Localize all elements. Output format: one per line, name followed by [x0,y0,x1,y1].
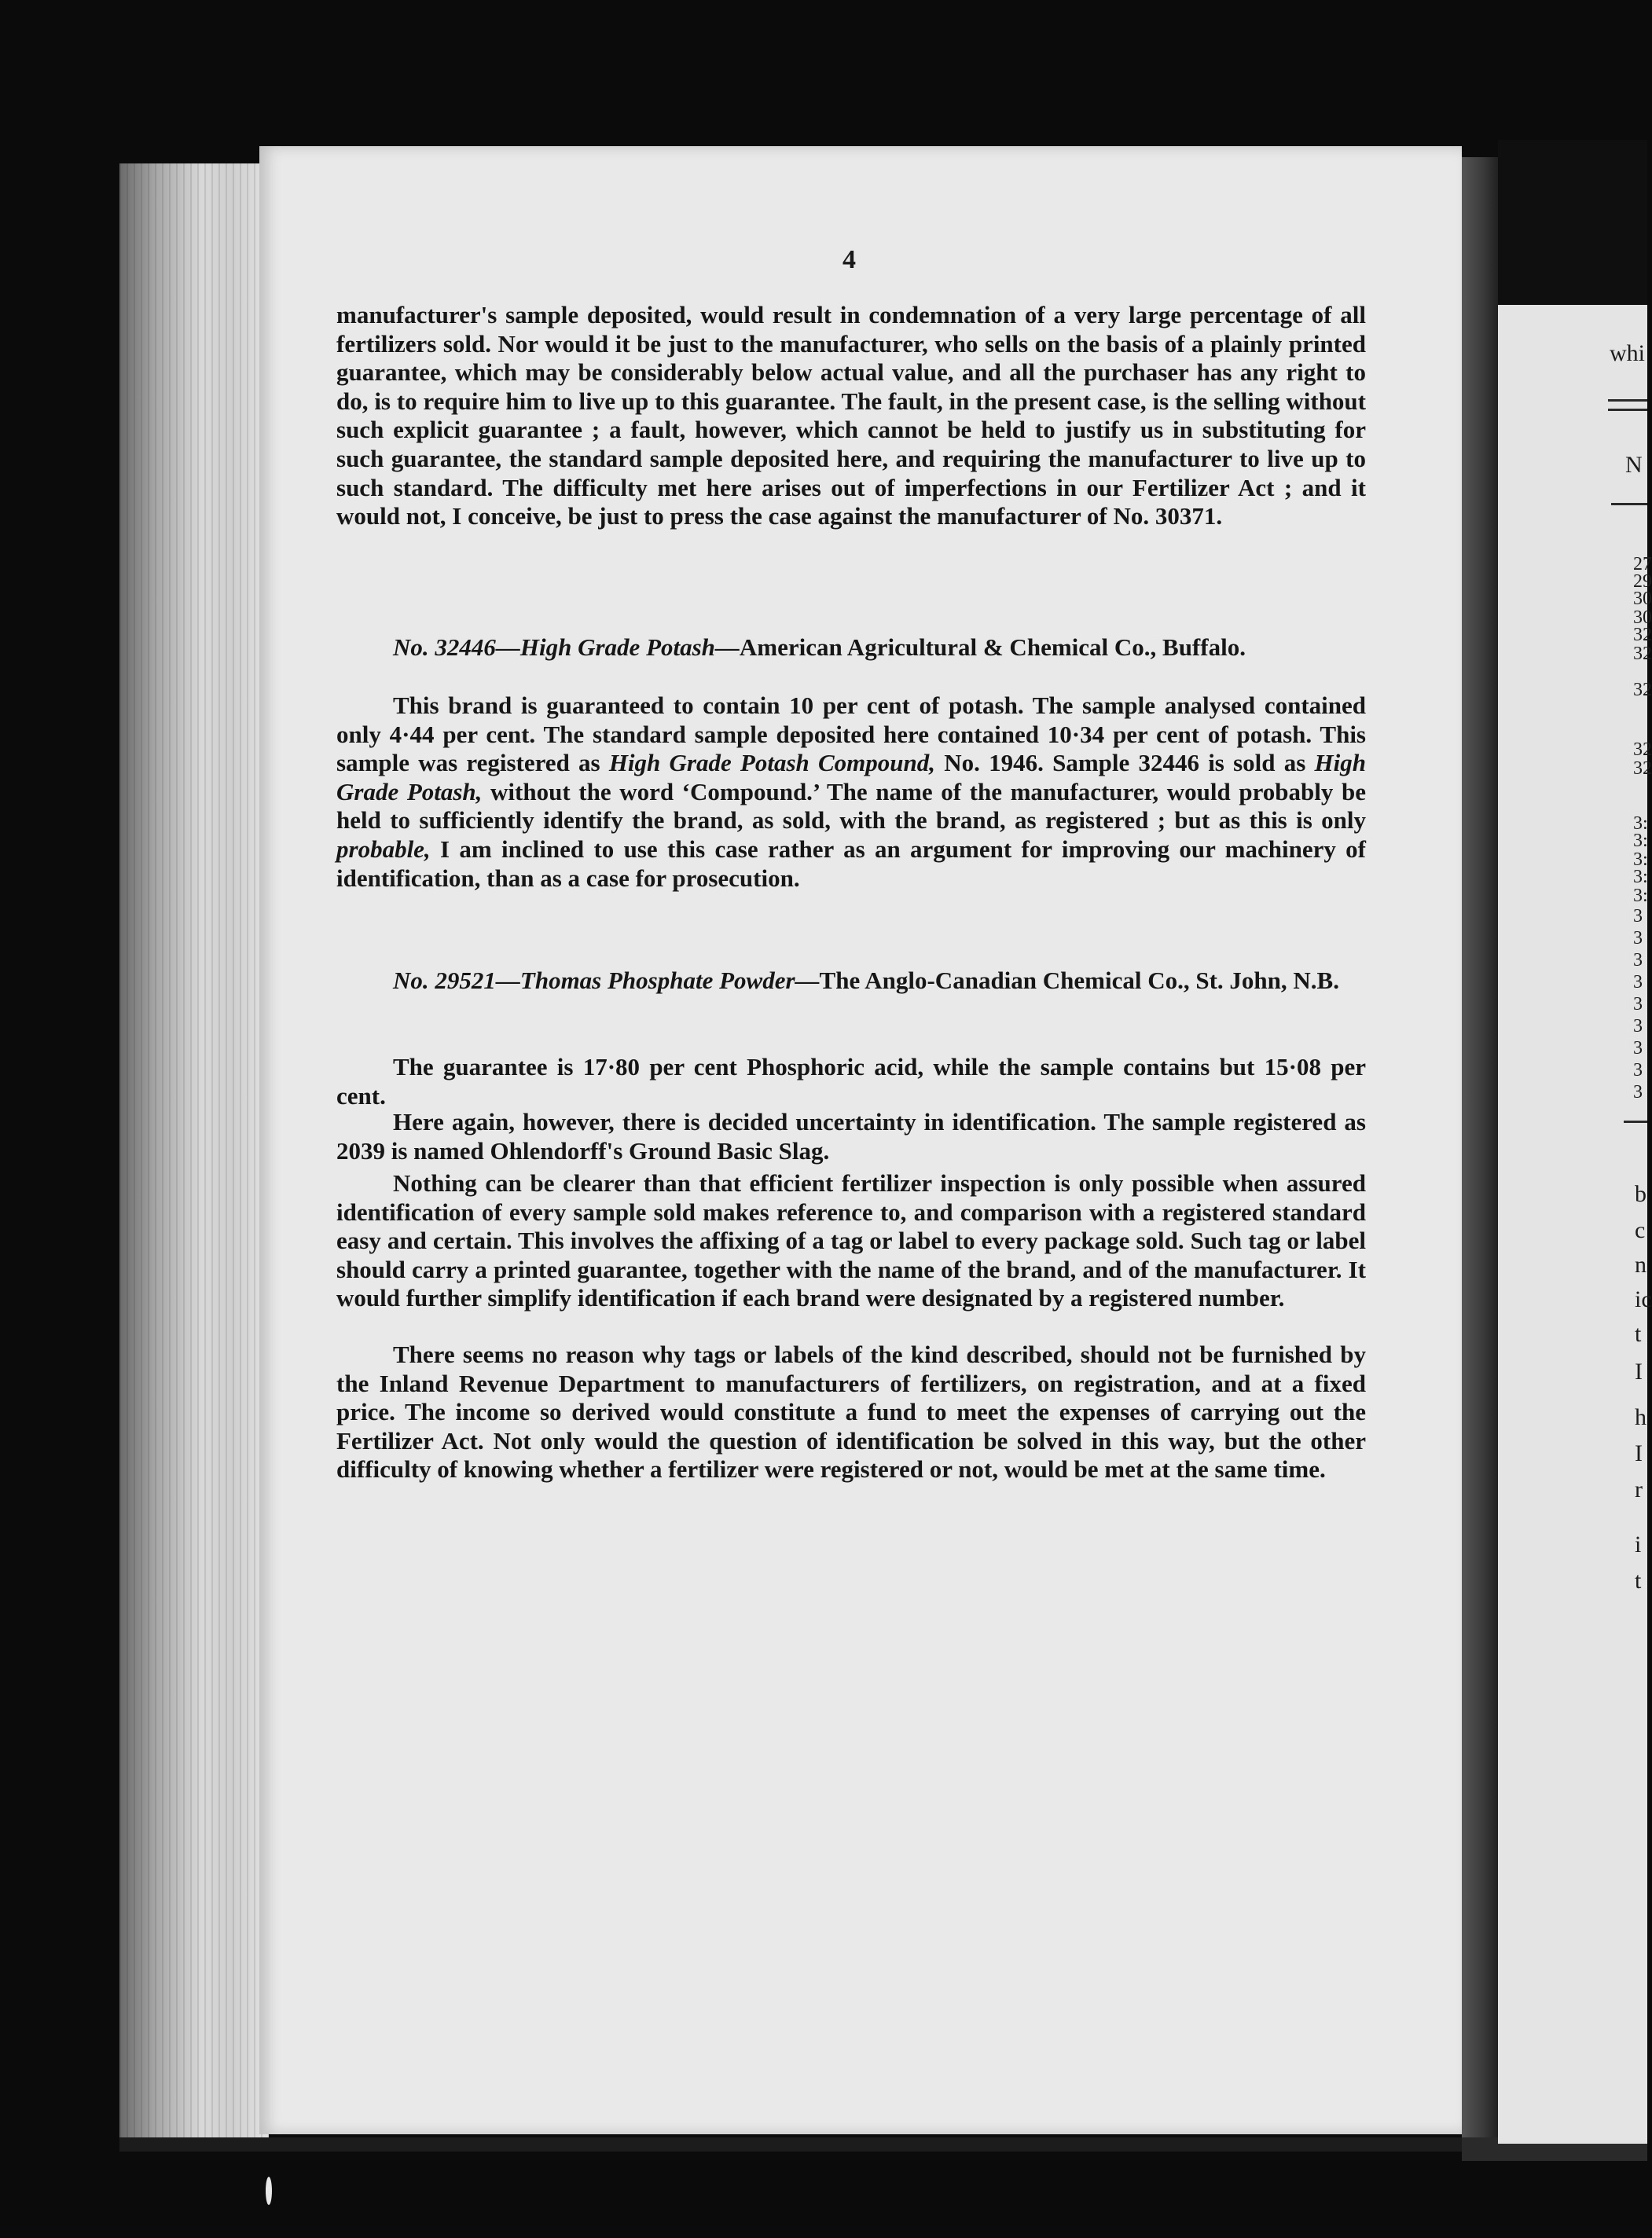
adjacent-page-number: 3 [1633,994,1643,1014]
adjacent-page-rule [1608,399,1647,402]
adjacent-page-letter: ic [1635,1286,1652,1312]
book-gutter [1462,157,1498,2137]
adjacent-page-letter: b [1635,1181,1646,1207]
adjacent-page-number: 27 [1633,554,1652,574]
section-heading [336,967,1366,996]
adjacent-page-rule [1608,409,1647,411]
heading-italic: No. 29521—Thomas Phosphate Powder— [393,967,820,994]
adjacent-page-number: 3 [1633,950,1643,970]
adjacent-page-number: 3: [1633,886,1648,906]
paragraph [336,692,1366,893]
paragraph: manufacturer's sample deposited, would result in condemnation of a very large percentage of all fertilizers sold. Nor would it be just to the manufacturer, who sells on the basis of a plainly printed guarantee, which may be considerably below actual value, and all the purchaser has any right to do, is to require him to live up to this guarantee. The fault, in the present case, is the selling without such explicit guarantee ; a fault, however, which cannot be held to justify us in substituting for such guarantee, the standard sample deposited here, and requiring the manufacturer to live up to such standard. The difficulty met here arises out of imperfections in our Fertilizer Act ; and it would not, I conceive, be just to press the case against the manufacturer of No. 30371. [336,301,1366,530]
italic-run: High Grade Potash Compound, [608,749,936,777]
adjacent-page-letter: t [1635,1321,1642,1347]
text-run: I am inclined to use this case rather as an argument for improving our machinery of identification, than as a case for prosecution. [336,835,1366,892]
italic-run: probable, [336,835,431,863]
adjacent-page-number: 3: [1633,831,1648,851]
adjacent-page-letter: h [1635,1404,1646,1430]
paragraph: The guarantee is 17·80 per cent Phosphoric acid, while the sample contains but 15·08 per cent. [336,1053,1366,1110]
adjacent-page-number: 32 [1633,739,1652,760]
adjacent-page-letter: n [1635,1252,1646,1278]
adjacent-page-number: 3 [1633,1016,1643,1036]
paragraph: There seems no reason why tags or labels of the kind described, should not be furnished by the Inland Revenue Department to manufacturers of fertilizers, on registration, and at a fixed price. The income so derived would constitute a fund to meet the expenses of carrying out the Fertilizer Act. Not only would the question of identification be solved in this way, but the other difficulty of knowing whether a fertilizer were registered or not, would be met at the same time. [336,1341,1366,1484]
adjacent-page-number: 3 [1633,972,1643,992]
italic-run: High Grade Potash, [336,749,1366,805]
adjacent-page-number: 29 [1633,571,1652,592]
text-run: without the word ‘Compound.’ The name of the manufacturer, would probably be held to sufficiently identify the brand, as sold, with the brand, as registered ; but as this is only [336,777,1366,835]
heading-italic: No. 32446—High Grade Potash— [393,633,740,661]
adjacent-page-rule [1624,1121,1647,1123]
adjacent-page-number: 32 [1633,625,1652,645]
adjacent-page-number: 3: [1633,813,1648,834]
adjacent-page-number: 3 [1633,906,1643,926]
adjacent-page-letter: c [1635,1217,1646,1243]
text-run: This brand is guaranteed to contain 10 per cent of potash. The sample analysed contained only 4·44 per cent. The standard sample deposited here contained 10·34 per cent of potash. This sample was registered as [336,692,1366,777]
adjacent-page-number: 3 [1633,928,1643,948]
paragraph: Nothing can be clearer than that efficient fertilizer inspection is only possible when assured identification of every sample sold makes reference to, and comparison with a registered standard easy and certain. This involves the affixing of a tag or label to every package sold. Such tag or label should carry a printed guarantee, together with the name of the brand, and of the manufacturer. It would further simplify identification if each brand were designated by a registered number. [336,1169,1366,1312]
adjacent-page-number: 32 [1633,680,1652,700]
adjacent-page-number: 3 [1633,1060,1643,1080]
page-edges [119,163,269,2137]
adjacent-page-number: 3 [1633,1082,1643,1102]
adjacent-page-number: 32 [1633,758,1652,779]
adjacent-page-letter: t [1635,1568,1642,1594]
adjacent-page-fragment [1498,305,1647,2144]
adjacent-page-rule [1611,503,1647,505]
text-run: No. 1946. Sample 32446 is sold as [935,749,1315,777]
heading-text: American Agricultural & Chemical Co., Buffalo. [739,633,1246,661]
paragraph: Here again, however, there is decided uncertainty in identification. The sample registered as 2039 is named Ohlendorff's Ground Basic Slag. [336,1108,1366,1165]
adjacent-page-number: 3 [1633,1038,1643,1058]
adjacent-page-number: 3: [1633,867,1648,887]
adjacent-page-letter: r [1635,1477,1643,1502]
heading-text: The Anglo-Canadian Chemical Co., St. John, N.B. [819,967,1339,994]
adjacent-page-number: 30 [1633,607,1652,628]
adjacent-page-letter: i [1635,1532,1642,1557]
adjacent-page-number: 32 [1633,644,1652,664]
section-heading [336,633,1366,662]
adjacent-page-letter: I [1635,1440,1643,1466]
adjacent-page-number: 3: [1633,849,1648,870]
adjacent-page-header: whi [1610,340,1645,366]
scan-artifact [266,2177,272,2205]
adjacent-page-number: 30 [1633,589,1652,609]
adjacent-page-column-head: N [1625,452,1643,478]
adjacent-page-letter: I [1635,1359,1643,1385]
page-number: 4 [843,245,856,274]
